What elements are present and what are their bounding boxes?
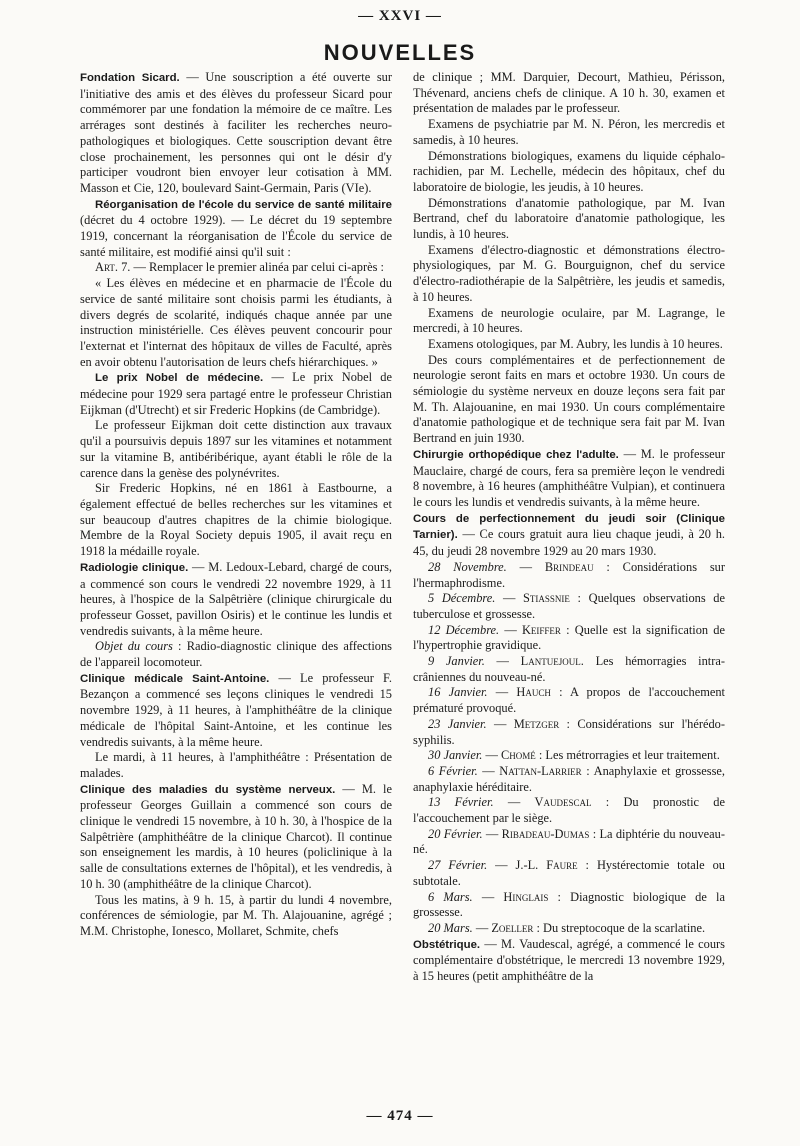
- lecture-date: 6 Mars.: [428, 889, 473, 904]
- notice-clinique-tarnier: [413, 511, 725, 560]
- article-label: Art. 7.: [95, 260, 131, 275]
- lecture-date: 9 Janvier.: [428, 654, 485, 669]
- paragraph-text: : Radio-diagnostic clinique des affections de l'appareil locomoteur.: [80, 639, 392, 670]
- lecture-topic: : A propos de l'accouchement prématuré provoqué.: [413, 685, 725, 716]
- notice-fondation-sicard: [80, 70, 392, 197]
- article-body: — Remplacer le premier alinéa par celui ci-après :: [130, 260, 384, 275]
- lecture-item: [413, 921, 725, 937]
- lecture-topic: : Hystérectomie totale ou subtotale.: [413, 858, 726, 888]
- page-title: NOUVELLES: [323, 40, 477, 65]
- paragraph: Des cours complémentaires et de perfectionnement de neurologie seront faits en mars et octobre 1930. Un cours de sémiologie du système nerveux en douze leçons sera fait par M. Th. Alajouanine, en mai 1930. Un cours complémentaire d'anatomie pathologique et de technique sera fait par M. Ivan Bertrand en juin 1930.: [413, 352, 725, 446]
- notice-prix-nobel: [80, 370, 392, 418]
- notice-body: — Une souscription a été ouverte sur l'initiative des amis et des élèves du professeur Sicard pour commémorer par une fondation la mémoire de ce maître. Les arrérages sont destinés à faciliter les recherches neuro-pathologiques et biologiques. Cette souscription devant être close prochainement, les personnes qui ont le désir d'y participer voudront bien envoyer leur cotisation à MM. Masson et Cie, 120, boulevard Saint-Germain, Paris (VIe).: [80, 70, 392, 195]
- lecture-item: [413, 858, 725, 889]
- paragraph: Sir Frederic Hopkins, né en 1861 à Eastbourne, a également effectué de belles recherches sur les vitamines et sur beaucoup d'autres chapitres de la chimie biologique. Membre de la Royal Society depuis 1905, il avait reçu en 1918 la médaille royale.: [80, 481, 392, 559]
- lecture-item: [413, 890, 725, 921]
- lecture-speaker: Hauch: [516, 685, 551, 700]
- lecture-item: [413, 795, 725, 826]
- lecture-date: 20 Mars.: [428, 920, 473, 935]
- notice-heading: Fondation Sicard.: [80, 72, 180, 84]
- lecture-topic: : Diagnostic biologique de la grossesse.: [413, 889, 725, 920]
- lecture-dash: —: [487, 858, 516, 873]
- lecture-speaker: Stiassnie: [523, 591, 570, 606]
- lecture-item: [413, 623, 725, 654]
- paragraph: Le professeur Eijkman doit cette distinction aux travaux qu'il a poursuivis depuis 1897 sur les vitamines et notamment sur la vitamine B, antibéribérique, ayant établi le rôle de la carence dans la genèse des polynévrites.: [80, 418, 392, 480]
- lecture-topic: : Considérations sur l'hérédo-syphilis.: [413, 716, 725, 747]
- lecture-dash: —: [493, 795, 535, 810]
- notice-chirurgie-orthopedique: [413, 447, 725, 511]
- lecture-date: 12 Décembre.: [428, 622, 500, 637]
- italic-label: Objet du cours: [95, 639, 173, 654]
- paragraph: Le mardi, à 11 heures, à l'amphithéâtre : Présentation de malades.: [80, 750, 392, 780]
- lecture-speaker: Brindeau: [544, 559, 594, 574]
- lecture-dash: —: [487, 685, 517, 700]
- lecture-topic: : Les métrorragies et leur traitement.: [535, 748, 720, 763]
- lecture-topic: : La diphtérie du nouveau-né.: [413, 826, 725, 857]
- notice-heading: Clinique médicale Saint-Antoine.: [80, 672, 270, 685]
- notice-heading: Radiologie clinique.: [80, 561, 189, 574]
- lecture-speaker: Vaudescal: [534, 795, 592, 810]
- notice-heading: Clinique des maladies du système nerveux.: [80, 783, 336, 796]
- lecture-item: [413, 654, 725, 685]
- lecture-speaker: Chomé: [500, 748, 536, 763]
- lecture-date: 30 Janvier.: [428, 748, 483, 763]
- lecture-item: [413, 591, 725, 622]
- notice-obstetrique: [413, 937, 725, 985]
- notice-body: — Le prix Nobel de médecine pour 1929 sera partagé entre le professeur Christian Eijkman (d'Utrecht) et sir Frederic Hopkins (de Cambridge).: [80, 370, 392, 417]
- lecture-topic: : Anaphylaxie et grossesse, anaphylaxie héréditaire.: [413, 763, 725, 794]
- notice-clinique-saint-antoine: [80, 671, 392, 751]
- lecture-speaker: Metzger: [513, 716, 560, 731]
- notice-radiologie: [80, 560, 392, 640]
- notice-body: — M. Ledoux-Lebard, chargé de cours, a commencé son cours le vendredi 22 novembre 1929, à 11 heures, à l'hospice de la Salpêtrière (clinique chirurgicale du professeur Gosset, pavillon Osiris) et le continue les lundis et vendredis suivants, à la même heure.: [80, 559, 392, 638]
- notice-body: — Ce cours gratuit aura lieu chaque jeudi, à 20 h. 45, du jeudi 28 novembre 1929 au 20 mars 1930.: [413, 527, 725, 559]
- lecture-dash: —: [499, 622, 522, 637]
- paragraph: Examens de psychiatrie par M. N. Péron, les mercredis et samedis, à 10 heures.: [413, 117, 725, 147]
- lecture-dash: —: [482, 826, 502, 841]
- article-paragraph: [80, 260, 392, 276]
- lecture-item: [413, 685, 725, 716]
- lecture-topic: . Les hémorragies intra-crâniennes du nouveau-né.: [413, 654, 725, 684]
- page-header-roman: — XXVI —: [358, 8, 442, 24]
- lecture-speaker: Ribadeau-Dumas: [501, 826, 590, 841]
- lecture-speaker: Zoeller: [491, 920, 534, 935]
- notice-body: — Le professeur F. Bezançon a commencé ses leçons cliniques le vendredi 15 novembre 1929, à 11 heures, à l'amphithéâtre de la clinique médicale de l'hôpital Saint-Antoine, et les continue les vendredis suivants, à la même heure.: [80, 670, 392, 749]
- lecture-schedule: [413, 560, 725, 937]
- lecture-topic: : Du streptocoque de la scarlatine.: [533, 920, 706, 935]
- notice-body: (décret du 4 octobre 1929). — Le décret du 19 septembre 1919, concernant la réorganisation de l'École du service de santé militaire, est modifié ainsi qu'il suit :: [80, 213, 392, 259]
- left-column: [80, 70, 392, 940]
- lecture-speaker: Nattan-Larrier: [499, 763, 582, 778]
- lecture-item: [413, 717, 725, 748]
- lecture-item: [413, 748, 725, 764]
- notice-systeme-nerveux: [80, 782, 392, 893]
- lecture-topic: : Quelques observations de tuberculose et grossesse.: [413, 591, 725, 621]
- paragraph: [80, 639, 392, 670]
- paragraph: Démonstrations biologiques, examens du liquide céphalo-rachidien, par M. Lechelle, médecin des hôpitaux, chef du laboratoire de biologie, les jeudis, à 10 heures.: [413, 148, 725, 194]
- lecture-date: 23 Janvier.: [428, 716, 487, 731]
- notice-heading: Chirurgie orthopédique chez l'adulte.: [413, 448, 619, 461]
- lecture-topic: : Considérations sur l'hermaphrodisme.: [413, 559, 725, 590]
- lecture-date: 16 Janvier.: [428, 685, 488, 700]
- lecture-date: 5 Décembre.: [428, 591, 496, 606]
- paragraph: Examens otologiques, par M. Aubry, les lundis à 10 heures.: [428, 336, 723, 351]
- paragraph: Tous les matins, à 9 h. 15, à partir du lundi 4 novembre, conférences de sémiologie, par M. Th. Alajouanine, agrégé ; M.M. Christophe, Ionesco, Mollaret, Schmite, chefs: [80, 892, 392, 938]
- lecture-speaker: Hinglais: [503, 889, 549, 904]
- lecture-speaker: Keiffer: [521, 622, 561, 637]
- lecture-speaker: J.-L. Faure: [515, 858, 578, 873]
- paragraph: Examens d'électro-diagnostic et démonstrations électro-physiologiques, par M. G. Bourguignon, chef du service d'électro-radiothérapie de la Salpêtrière, les jeudis et samedis, à 10 heures.: [413, 242, 725, 304]
- lecture-dash: —: [484, 654, 521, 669]
- notice-body: — M. le professeur Mauclaire, chargé de cours, fera sa première leçon le vendredi 8 novembre, à 16 heures (amphithéâtre Vulpian), et continuera le cours les lundis et vendredis suivants, à la même heure.: [413, 446, 726, 509]
- lecture-date: 20 Février.: [428, 826, 483, 841]
- notice-heading: Obstétrique.: [413, 938, 481, 951]
- paragraph: Examens de neurologie oculaire, par M. Lagrange, le mercredi, à 10 heures.: [413, 305, 725, 336]
- lecture-item: [413, 827, 725, 858]
- notice-body: — M. Vaudescal, agrégé, a commencé le cours complémentaire d'obstétrique, le mercredi 13 novembre 1929, à 15 heures (petit amphithéâtre de la: [413, 936, 725, 984]
- lecture-dash: —: [495, 591, 524, 606]
- lecture-dash: —: [472, 889, 504, 904]
- quoted-decree: « Les élèves en médecine et en pharmacie de l'École du service de santé militaire sont choisis parmi les étudiants, à divers degrés de scolarité, indiqués chaque année par une instruction ministérielle. Ces élèves peuvent concourir pour l'externat et l'internat des hôpitaux de villes de Faculté, après en avoir obtenu l'autorisation de leurs chefs hiérarchiques. »: [80, 276, 392, 369]
- lecture-speaker: Lantuejoul: [520, 654, 581, 669]
- right-column: [413, 70, 725, 985]
- notice-heading: Le prix Nobel de médecine.: [95, 372, 264, 385]
- lecture-date: 6 Février.: [428, 763, 478, 778]
- notice-heading: Cours de perfectionnement du jeudi soir (Clinique Tarnier).: [413, 512, 725, 542]
- page-number: — 474 —: [366, 1108, 434, 1124]
- lecture-item: [413, 560, 725, 591]
- lecture-date: 27 Février.: [428, 858, 488, 873]
- lecture-dash: —: [506, 559, 545, 574]
- lecture-date: 28 Novembre.: [428, 559, 507, 574]
- lecture-dash: —: [477, 763, 500, 778]
- notice-ecole-sante-militaire: [80, 197, 392, 261]
- lecture-topic: : Quelle est la signification de l'hypertrophie gravidique.: [413, 622, 725, 653]
- notice-heading: Réorganisation de l'école du service de santé militaire: [95, 198, 392, 211]
- paragraph-continued: de clinique ; MM. Darquier, Decourt, Mathieu, Périsson, Thévenard, anciens chefs de clinique. A 10 h. 30, examen et présentation de malades par le professeur.: [413, 70, 725, 116]
- lecture-dash: —: [486, 716, 514, 731]
- lecture-item: [413, 764, 725, 795]
- lecture-date: 13 Février.: [428, 795, 494, 810]
- notice-body: — M. le professeur Georges Guillain a commencé son cours de clinique le vendredi 15 novembre, à 10 h. 30, à l'hospice de la Salpêtrière (amphithéâtre de la clinique Charcot). Il continue son enseignement les mardis, à 10 heures (policlinique à la salle de consultations externes de l'hôpital), et les vendredis, à 10 h. 30 (amphithéâtre de la clinique Charcot).: [80, 781, 392, 891]
- lecture-topic: : Du pronostic de l'accouchement par le siège.: [413, 795, 725, 826]
- lecture-dash: —: [482, 748, 501, 763]
- paragraph: Démonstrations d'anatomie pathologique, par M. Ivan Bertrand, chef du laboratoire d'anatomie pathologique, les lundis, à 10 heures.: [413, 195, 725, 242]
- lecture-dash: —: [472, 920, 492, 935]
